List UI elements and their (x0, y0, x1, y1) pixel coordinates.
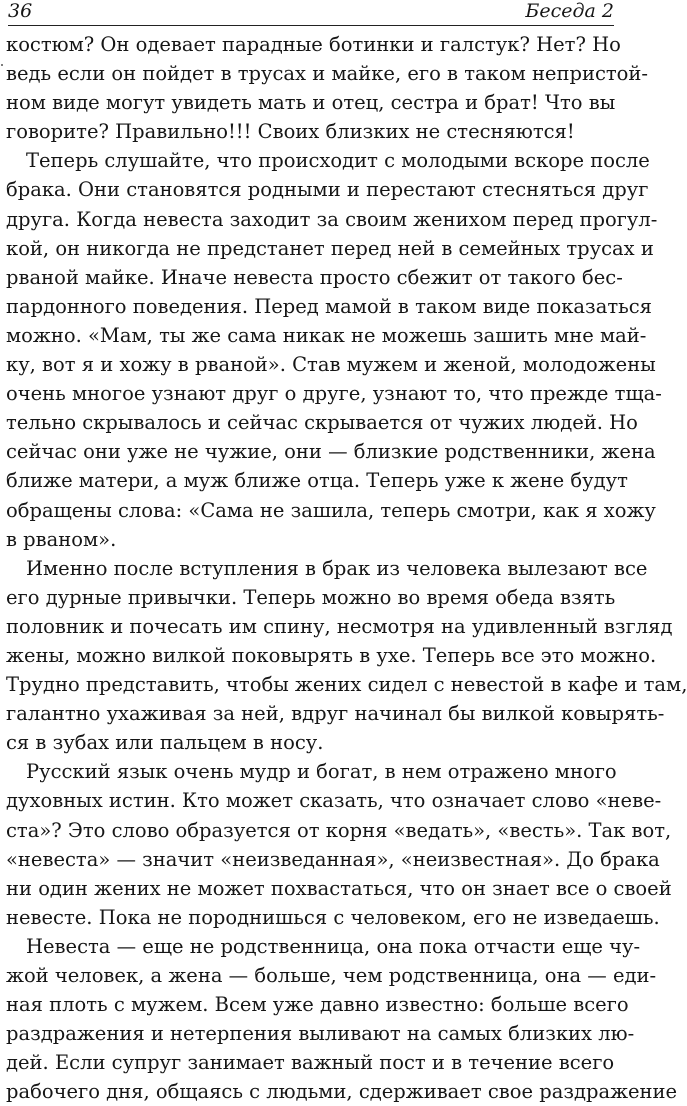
text-line: раздражения и нетерпения выливают на самых близких лю- (6, 1022, 635, 1046)
text-line: брака. Они становятся родными и перестают стесняться друг (6, 178, 649, 202)
text-line: сейчас они уже не чужие, они — близкие родственники, жена (6, 440, 656, 464)
text-line: Русский язык очень мудр и богат, в нем отражено много (26, 760, 617, 784)
text-line: половник и почесать им спину, несмотря на удивленный взгляд (6, 614, 673, 638)
header-rule (8, 25, 614, 26)
text-line: жены, можно вилкой поковырять в ухе. Теперь все это можно. (6, 643, 657, 667)
text-line: дей. Если супруг занимает важный пост и в течение всего (6, 1051, 615, 1075)
text-line: говорите? Правильно!!! Своих близких не стесняются! (6, 120, 575, 144)
text-line: Теперь слушайте, что происходит с молодыми вскоре после (26, 149, 650, 173)
text-line: рабочего дня, общаясь с людьми, сдерживает свое раздражение (6, 1080, 678, 1104)
text-line: галантно ухаживая за ней, вдруг начинал бы вилкой ковырять- (6, 702, 665, 726)
margin-speck (1, 64, 3, 66)
text-line: Именно после вступления в брак из человека вылезают все (26, 556, 648, 580)
text-line: ном виде могут увидеть мать и отец, сестра и брат! Что вы (6, 91, 616, 115)
text-line: можно. «Мам, ты же сама никак не можешь зашить мне май- (6, 323, 647, 347)
text-line: костюм? Он одевает парадные ботинки и галстук? Нет? Но (6, 33, 621, 56)
text-line: ся в зубах или пальцем в носу. (6, 731, 324, 755)
text-line: ближе матери, а муж ближе отца. Теперь уже к жене будут (6, 469, 628, 493)
paragraph (6, 554, 687, 758)
text-line: ку, вот я и хожу в рваной». Став мужем и женой, молодожены (6, 353, 656, 377)
text-line: Невеста — еще не родственница, она пока отчасти еще чу- (26, 934, 641, 958)
text-line: тельно скрывалось и сейчас скрывается от чужих людей. Но (6, 411, 638, 435)
page-header (8, 0, 614, 24)
text-line: ная плоть с мужем. Всем уже давно известно: больше всего (6, 993, 629, 1017)
text-line: друга. Когда невеста заходит за своим женихом перед прогул- (6, 207, 658, 231)
text-line: жой человек, а жена — больше, чем родственница, она — еди- (6, 964, 657, 987)
text-line: обращены слова: «Сама не зашила, теперь смотри, как я хожу (6, 498, 656, 522)
text-line: его дурные привычки. Теперь можно во время обеда взять (6, 585, 616, 609)
text-line: ни один жених не может похвастаться, что он знает все о своей (6, 876, 672, 900)
text-line: духовных истин. Кто может сказать, что означает слово «неве- (6, 789, 662, 813)
paragraph (6, 932, 678, 1106)
text-line: очень многое узнают друг о друге, узнают то, что прежде тща- (6, 382, 662, 406)
text-line: пардонного поведения. Перед мамой в таком виде показаться (6, 294, 652, 318)
page-number: 36 (8, 0, 33, 22)
text-line: Трудно представить, чтобы жених сидел с невестой в кафе и там, (6, 673, 687, 697)
text-line: ведь если он пойдет в трусах и майке, его в таком непристой- (6, 62, 648, 86)
text-line: невесте. Пока не породнишься с человеком, его не изведаешь. (6, 905, 660, 929)
text-line: «невеста» — значит «неизведанная», «неизвестная». До брака (6, 847, 660, 871)
paragraph (6, 757, 672, 932)
paragraph (6, 30, 648, 146)
paragraph (6, 146, 662, 553)
text-line: рваной майке. Иначе невеста просто сбежит от такого бес- (6, 265, 623, 289)
running-head: Беседа 2 (525, 0, 614, 22)
text-line: кой, он никогда не предстанет перед ней в семейных трусах и (6, 236, 654, 260)
text-line: в рваном». (6, 527, 117, 551)
body-text (6, 30, 687, 1106)
text-line: ста»? Это слово образуется от корня «ведать», «весть». Так вот, (6, 818, 672, 842)
